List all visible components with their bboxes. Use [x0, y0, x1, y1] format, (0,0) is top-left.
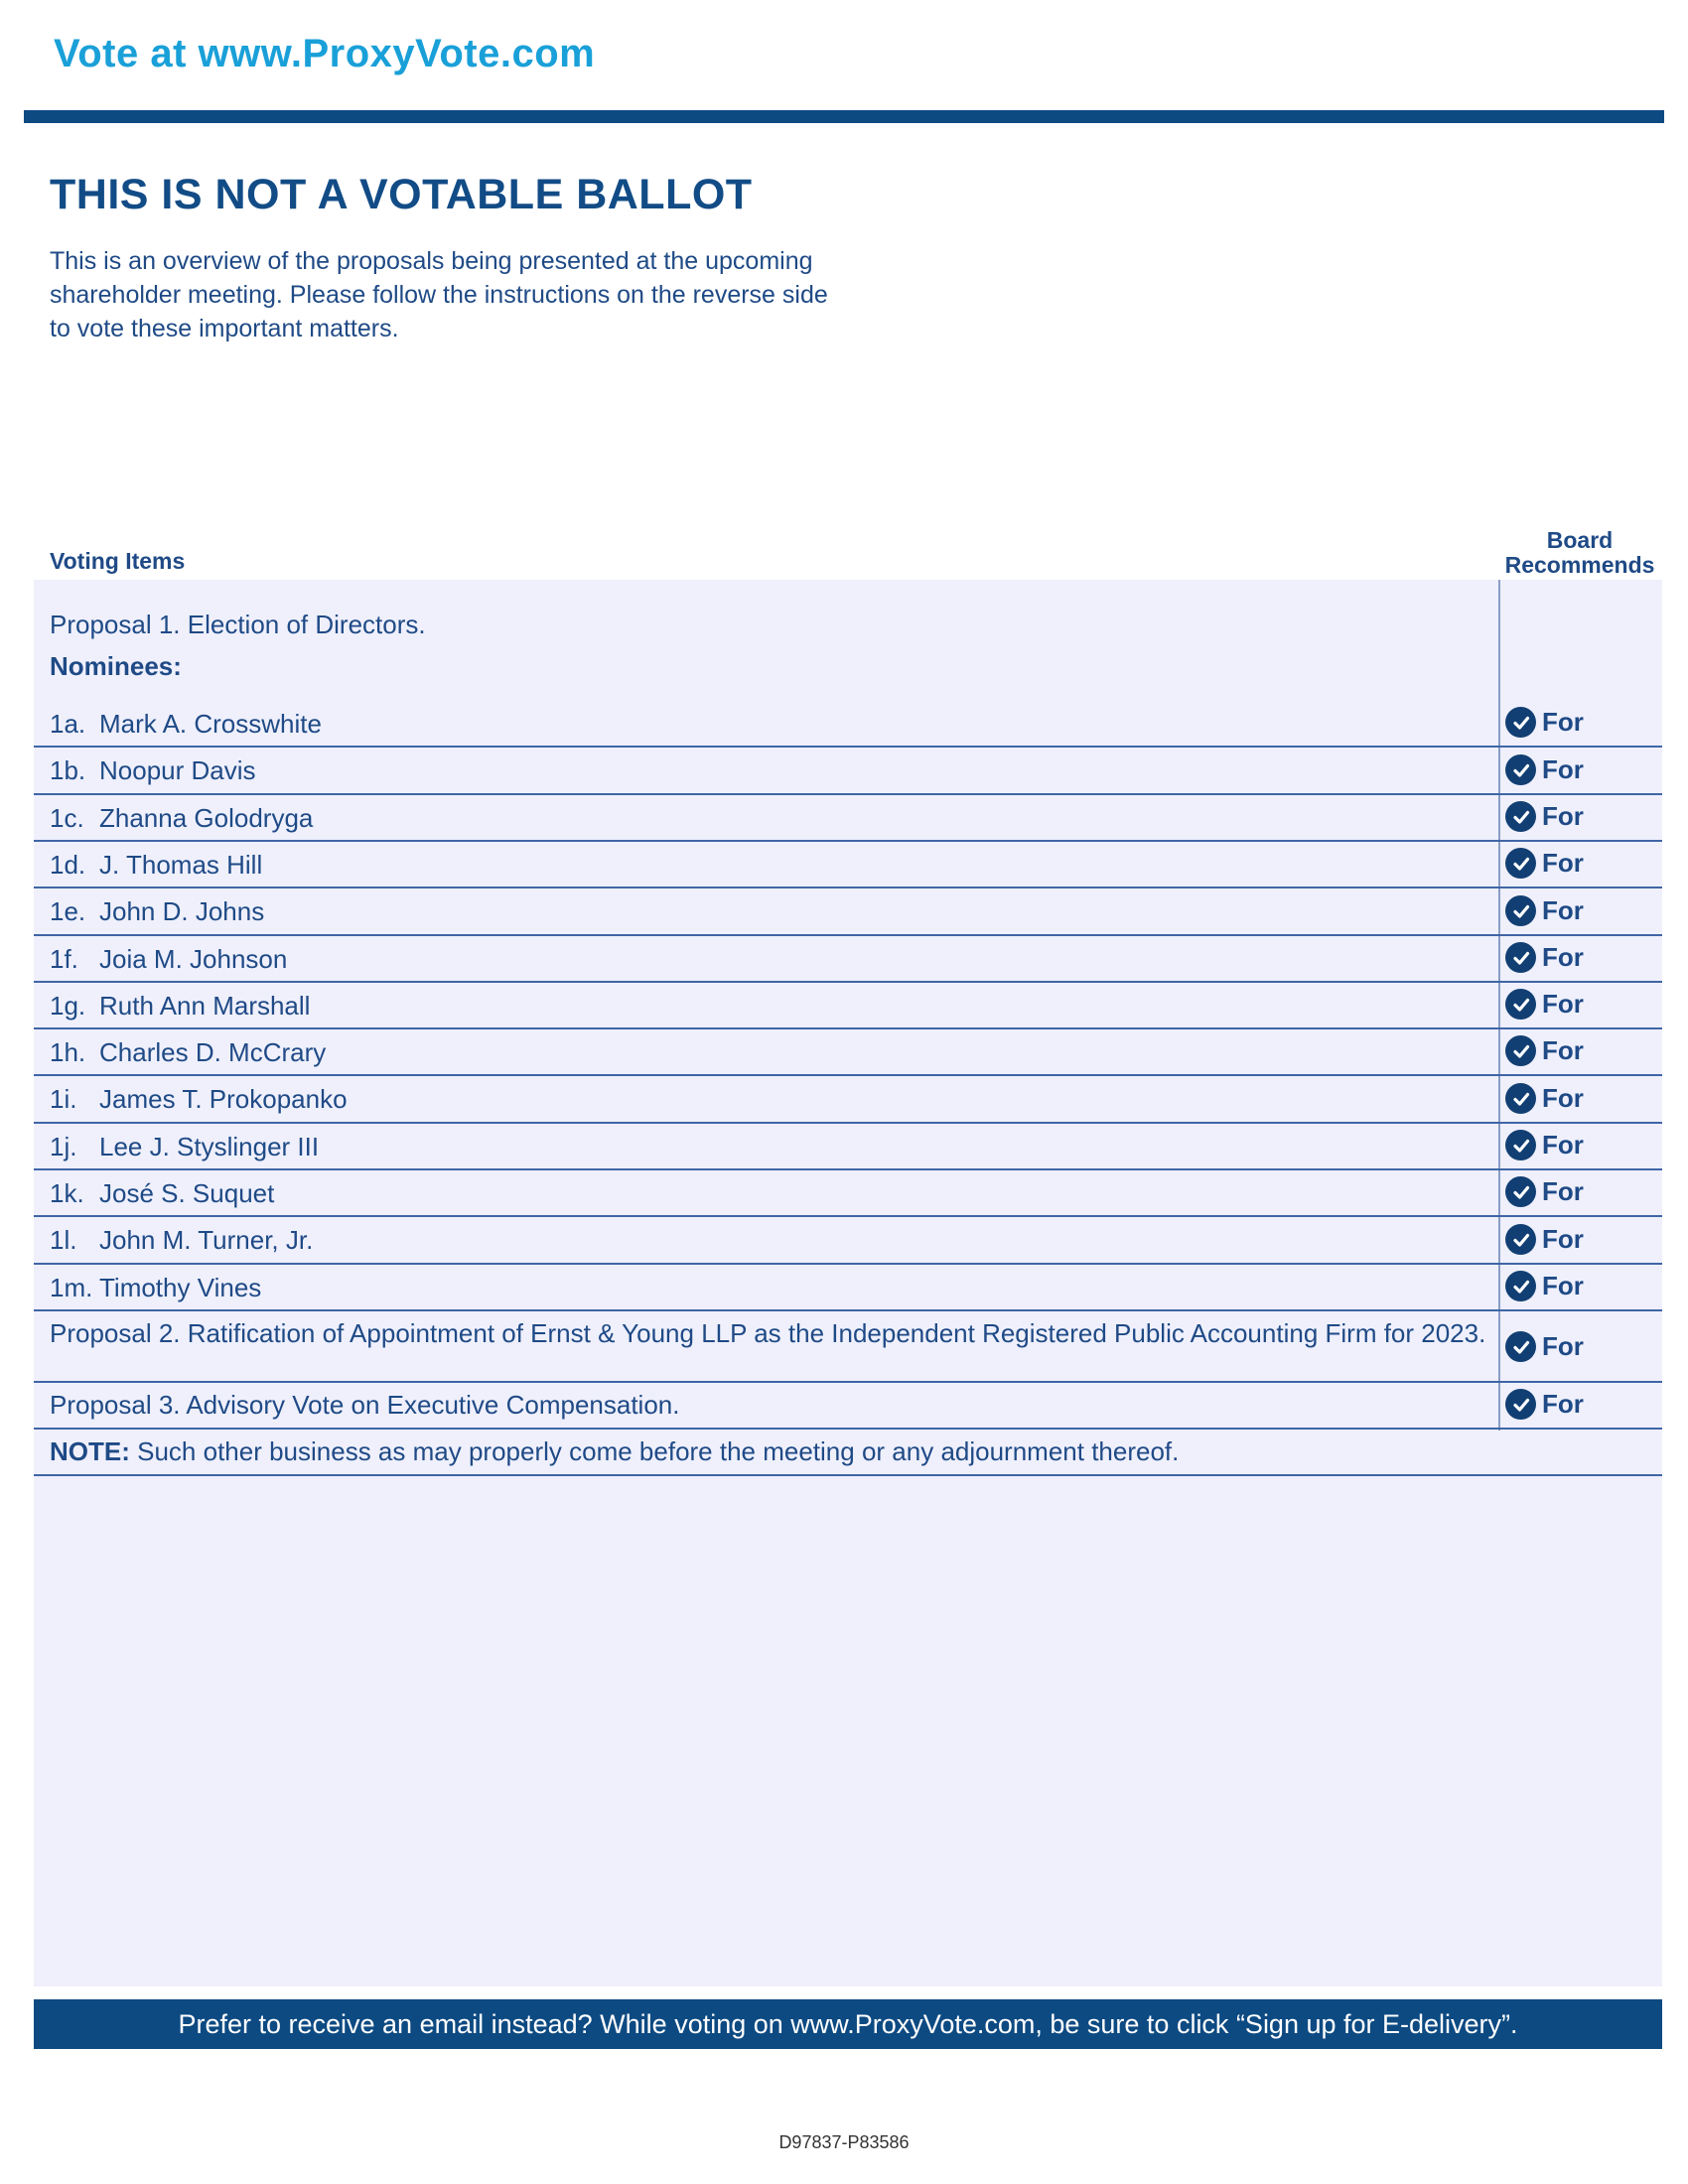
- proposal-2-row: [34, 1311, 1662, 1383]
- nominee-row: [34, 1076, 1662, 1124]
- recommendation: [1505, 754, 1584, 785]
- nominee-row: [34, 1217, 1662, 1265]
- note-row: [34, 1430, 1662, 1476]
- recommendation: [1505, 1331, 1584, 1362]
- recommendation-label: For: [1542, 989, 1584, 1019]
- recommendation: [1505, 942, 1584, 973]
- e-delivery-banner: [34, 1999, 1662, 2049]
- checkmark-icon: [1505, 895, 1536, 926]
- recommendation: [1505, 1176, 1584, 1207]
- nominee-row: [34, 1170, 1662, 1217]
- note-text: [50, 1436, 1179, 1467]
- nominee-number: 1b.: [50, 755, 86, 785]
- nominee-name: Ruth Ann Marshall: [99, 991, 311, 1021]
- nominee-number: 1i.: [50, 1084, 77, 1114]
- nominee-name: John D. Johns: [99, 896, 265, 926]
- recommendation-label: For: [1542, 801, 1584, 831]
- checkmark-icon: [1505, 754, 1536, 785]
- recommendation: [1505, 707, 1584, 738]
- recommendation-label: For: [1542, 1271, 1584, 1300]
- nominee-label: [50, 1273, 261, 1303]
- nominee-name: Mark A. Crosswhite: [99, 709, 322, 739]
- recommendation: [1505, 1130, 1584, 1160]
- recommendation-label: For: [1542, 1035, 1584, 1065]
- checkmark-icon: [1505, 801, 1536, 832]
- nominee-number: 1g.: [50, 991, 86, 1021]
- nominee-label: [50, 1225, 313, 1256]
- nominee-row: [34, 701, 1662, 748]
- recommendation-label: For: [1542, 848, 1584, 878]
- nominee-number: 1m.: [50, 1273, 93, 1302]
- recommendation: [1505, 801, 1584, 832]
- nominee-label: [50, 1037, 326, 1068]
- nominee-name: José S. Suquet: [99, 1178, 275, 1208]
- nominee-row: [34, 1265, 1662, 1311]
- checkmark-icon: [1505, 989, 1536, 1020]
- checkmark-icon: [1505, 942, 1536, 973]
- recommendation-label: For: [1542, 1130, 1584, 1160]
- checkmark-icon: [1505, 707, 1536, 738]
- recommendation: [1505, 989, 1584, 1020]
- nominee-label: [50, 1084, 348, 1115]
- recommendation-label: For: [1542, 754, 1584, 784]
- recommendation-label: For: [1542, 1083, 1584, 1113]
- proposal-1-title: Proposal 1. Election of Directors.: [50, 610, 426, 639]
- page-title: THIS IS NOT A VOTABLE BALLOT: [50, 171, 753, 218]
- nominee-label: [50, 991, 310, 1022]
- recommendation-label: For: [1542, 1176, 1584, 1206]
- recommendation-label: For: [1542, 1331, 1584, 1361]
- nominee-number: 1a.: [50, 709, 86, 739]
- proposal-3-row: [34, 1383, 1662, 1430]
- intro-text: This is an overview of the proposals being presented at the upcoming shareholder meeting. Please follow the instructions on the reverse side to vote these important matters.: [50, 247, 828, 342]
- checkmark-icon: [1505, 1224, 1536, 1255]
- e-delivery-text: Prefer to receive an email instead? While voting on www.ProxyVote.com, be sure to click “Sign up for E-delivery”.: [178, 2008, 1518, 2039]
- nominee-number: 1k.: [50, 1178, 84, 1208]
- checkmark-icon: [1505, 1389, 1536, 1420]
- nominee-name: Lee J. Styslinger III: [99, 1132, 320, 1161]
- nominee-row: [34, 888, 1662, 936]
- checkmark-icon: [1505, 1271, 1536, 1301]
- nominee-name: Timothy Vines: [99, 1273, 262, 1302]
- nominee-number: 1h.: [50, 1037, 86, 1067]
- checkmark-icon: [1505, 1130, 1536, 1160]
- nominees-label: Nominees:: [50, 651, 182, 681]
- nominee-name: J. Thomas Hill: [99, 850, 263, 880]
- nominee-name: Joia M. Johnson: [99, 944, 288, 974]
- nominee-row: [34, 842, 1662, 888]
- nominee-row: [34, 1124, 1662, 1170]
- brand-link[interactable]: Vote at www.ProxyVote.com: [54, 32, 596, 75]
- board-recommends-line2: Recommends: [1504, 552, 1655, 578]
- nominee-label: [50, 896, 264, 927]
- nominee-row: [34, 983, 1662, 1029]
- nominee-label: [50, 944, 287, 975]
- checkmark-icon: [1505, 1035, 1536, 1066]
- board-recommends-header: [1495, 528, 1664, 578]
- nominee-row: [34, 795, 1662, 842]
- nominee-row: [34, 1029, 1662, 1076]
- proposal-3-text: Proposal 3. Advisory Vote on Executive Compensation.: [50, 1390, 680, 1420]
- nominee-row: [34, 748, 1662, 795]
- document-code: D97837-P83586: [778, 2132, 910, 2152]
- recommendation: [1505, 1224, 1584, 1255]
- voting-items-header: Voting Items: [50, 548, 186, 574]
- nominee-number: 1c.: [50, 803, 84, 833]
- nominee-label: [50, 1132, 319, 1162]
- nominee-row: [34, 936, 1662, 983]
- nominee-number: 1l.: [50, 1225, 77, 1255]
- nominee-label: [50, 709, 322, 740]
- header-rule: [24, 110, 1664, 123]
- nominee-label: [50, 1178, 274, 1209]
- recommendation: [1505, 895, 1584, 926]
- nominee-name: John M. Turner, Jr.: [99, 1225, 314, 1255]
- nominee-name: Noopur Davis: [99, 755, 256, 785]
- checkmark-icon: [1505, 1083, 1536, 1114]
- recommendation-label: For: [1542, 942, 1584, 972]
- nominee-label: [50, 850, 262, 881]
- board-recommends-line1: Board: [1546, 527, 1614, 553]
- nominee-number: 1d.: [50, 850, 86, 880]
- nominee-number: 1e.: [50, 896, 86, 926]
- nominee-label: [50, 755, 256, 786]
- nominee-number: 1f.: [50, 944, 78, 974]
- note-body: Such other business as may properly come before the meeting or any adjournment thereof.: [137, 1436, 1180, 1466]
- proposal-2-text: Proposal 2. Ratification of Appointment of Ernst & Young LLP as the Independent Registered Public Accounting Firm for 2023.: [50, 1318, 1486, 1348]
- recommendation: [1505, 848, 1584, 879]
- nominee-number: 1j.: [50, 1132, 77, 1161]
- recommendation: [1505, 1035, 1584, 1066]
- recommendation: [1505, 1389, 1584, 1420]
- recommendation-label: For: [1542, 1224, 1584, 1254]
- recommendation-label: For: [1542, 895, 1584, 925]
- nominee-name: James T. Prokopanko: [99, 1084, 348, 1114]
- note-label: NOTE:: [50, 1436, 130, 1466]
- checkmark-icon: [1505, 1331, 1536, 1362]
- checkmark-icon: [1505, 1176, 1536, 1207]
- nominee-label: [50, 803, 313, 834]
- recommendation-label: For: [1542, 1389, 1584, 1419]
- nominee-name: Zhanna Golodryga: [99, 803, 314, 833]
- recommendation-label: For: [1542, 707, 1584, 737]
- recommendation: [1505, 1083, 1584, 1114]
- checkmark-icon: [1505, 848, 1536, 879]
- nominee-name: Charles D. McCrary: [99, 1037, 327, 1067]
- recommendation: [1505, 1271, 1584, 1301]
